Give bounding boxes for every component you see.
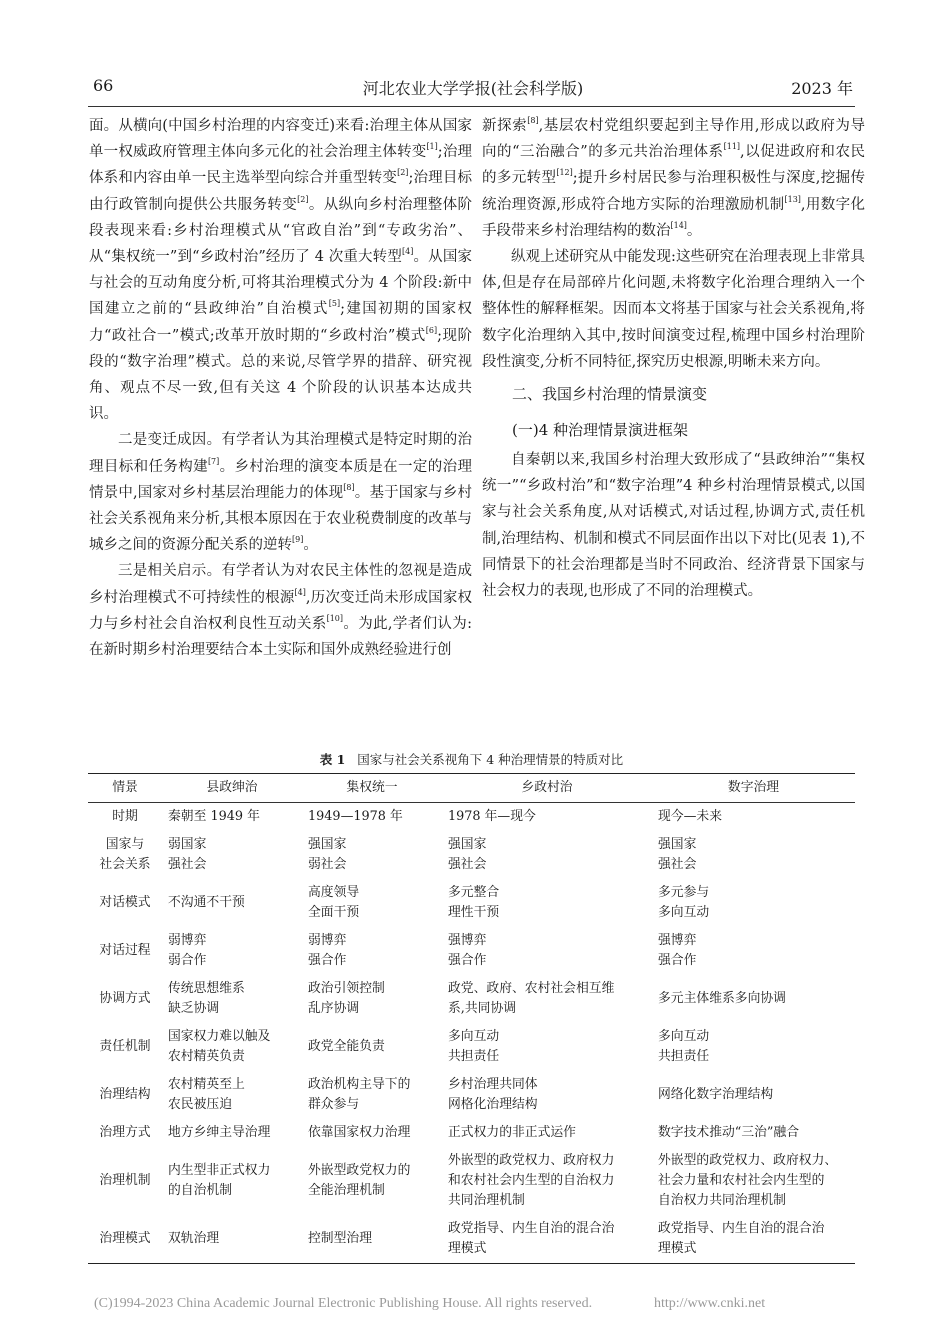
publication-year: 2023 年 (791, 79, 853, 98)
footer-url[interactable]: http://www.cnki.net (654, 1296, 766, 1311)
left-column (89, 113, 472, 663)
comparison-table (88, 773, 855, 1264)
table-row (88, 927, 855, 975)
row-header-cell: 责任机制 (99, 1039, 151, 1054)
table-row (88, 1071, 855, 1119)
table-title: 国家与社会关系视角下 4 种治理情景的特质对比 (357, 752, 624, 767)
paragraph: 三是相关启示。有学者认为对农民主体性的忽视是造成乡村治理模式不可持续性的根源[4],历次变迁尚未形成国家权力与乡村社会自治权利良性互动关系[10]。为此,学者们认为:在新时期乡村治理要结合本土实际和国外成熟经验进行创 (89, 563, 473, 659)
table-cell: 弱博弈 弱合作 (168, 933, 207, 968)
table-cell: 控制型治理 (302, 1215, 442, 1264)
citation[interactable]: [14] (670, 220, 687, 230)
citation[interactable]: [8] (343, 482, 355, 492)
row-header-cell: 治理机制 (99, 1173, 151, 1188)
row-header-cell: 协调方式 (99, 991, 151, 1006)
column-header: 数字治理 (652, 774, 855, 803)
row-header-cell: 国家与 社会关系 (99, 837, 151, 872)
table-cell: 政治引领控制 乱序协调 (308, 981, 385, 1016)
table-cell: 外嵌型的政党权力、政府权力、 社会力量和农村社会内生型的 自治权力共同治理机制 (658, 1153, 838, 1208)
table-cell: 农村精英至上 农民被压迫 (168, 1077, 245, 1112)
table-cell: 弱博弈 强合作 (308, 933, 347, 968)
right-column (482, 113, 865, 604)
table-cell: 双轨治理 (162, 1215, 302, 1264)
table-cell: 内生型非正式权力 的自治机制 (168, 1163, 271, 1198)
table-cell: 1978 年—现今 (448, 809, 536, 824)
subsection-heading: (一)4 种治理情景演进框架 (512, 421, 689, 440)
journal-title: 河北农业大学学报(社会科学版) (362, 79, 584, 98)
citation[interactable]: [11] (723, 142, 741, 152)
table-cell: 强国家 强社会 (448, 837, 487, 872)
citation[interactable]: [2] (297, 194, 309, 204)
table-header-row (88, 774, 855, 803)
citation[interactable]: [12] (556, 168, 573, 178)
row-header-cell: 治理结构 (99, 1087, 151, 1102)
table-cell: 多元参与 多向互动 (658, 885, 710, 920)
table-row (88, 803, 855, 832)
paragraph: 自秦朝以来,我国乡村治理大致形成了“县政绅治”“集权统一”“乡政村治”和“数字治理”4 种乡村治理情景模式,以国家与社会关系角度,从对话模式,对话过程,协调方式,责任机制,治理结构、机制和模式不同层面作出以下对比(见表 1),不同情景下的社会治理都是当时不同政治、经济背景下国家与社会权力的表现,也形成了不同的治理模式。 (482, 452, 865, 600)
row-header-cell: 对话模式 (99, 895, 151, 910)
table-cell: 强国家 弱社会 (308, 837, 347, 872)
running-header (93, 76, 853, 102)
section-heading: 二、我国乡村治理的情景演变 (512, 385, 708, 404)
table-row (88, 831, 855, 879)
citation[interactable]: [5] (328, 299, 341, 309)
table-cell: 秦朝至 1949 年 (168, 809, 260, 824)
table-cell: 强博弈 强合作 (658, 933, 697, 968)
citation[interactable]: [6] (425, 325, 438, 335)
citation[interactable]: [1] (426, 142, 438, 152)
citation[interactable]: [2] (397, 168, 409, 178)
table-cell: 强国家 强社会 (658, 837, 697, 872)
table-cell: 1949—1978 年 (308, 809, 403, 824)
row-header-cell: 治理模式 (88, 1215, 162, 1264)
column-header: 情景 (88, 774, 162, 803)
table-cell: 多向互动 共担责任 (658, 1029, 710, 1064)
paragraph: 二是变迁成因。有学者认为其治理模式是特定时期的治理目标和任务构建[7]。乡村治理的演变本质是在一定的治理情景中,国家对乡村基层治理能力的体现[8]。基于国家与乡村社会关系视角来分析,其根本原因在于农业税费制度的改革与城乡之间的资源分配关系的逆转[9]。 (89, 432, 473, 554)
table-body (88, 803, 855, 1264)
citation[interactable]: [7] (207, 456, 220, 466)
row-header-cell: 时期 (112, 809, 138, 824)
table-cell: 不沟通不干预 (168, 895, 245, 910)
table-cell: 外嵌型的政党权力、政府权力 和农村社会内生型的自治权力 共同治理机制 (448, 1153, 615, 1208)
table-cell: 高度领导 全面干预 (308, 885, 360, 920)
column-header: 乡政村治 (442, 774, 652, 803)
table-cell: 国家权力难以触及 农村精英负责 (168, 1029, 271, 1064)
table-caption (88, 750, 855, 768)
table-cell: 正式权力的非正式运作 (448, 1125, 576, 1140)
table-cell: 乡村治理共同体 网格化治理结构 (448, 1077, 538, 1112)
footer (94, 1296, 766, 1312)
page-number: 66 (93, 76, 114, 95)
column-header: 集权统一 (302, 774, 442, 803)
copyright-notice: (C)1994-2023 China Academic Journal Electronic Publishing House. All rights reserved. (94, 1296, 593, 1311)
table-label: 表 1 (319, 752, 346, 767)
paragraph: 新探索[8],基层农村党组织要起到主导作用,形成以政府为导向的“三治融合”的多元共治治理体系[11],以促进政府和农民的多元转型[12];提升乡村居民参与治理积极性与深度,挖掘传统治理资源,形成符合地方实际的治理激励机制[13],用数字化手段带来乡村治理结构的数治[14]。 (482, 116, 866, 239)
citation[interactable]: [4] (294, 587, 306, 597)
citation[interactable]: [9] (292, 535, 304, 545)
citation[interactable]: [8] (527, 116, 539, 125)
table-row (88, 1119, 855, 1147)
column-header: 县政绅治 (162, 774, 302, 803)
table-row (88, 879, 855, 927)
citation[interactable]: [13] (784, 194, 801, 204)
table-cell: 外嵌型政党权力的 全能治理机制 (308, 1163, 411, 1198)
table-cell: 依靠国家权力治理 (308, 1125, 411, 1140)
row-header-cell: 对话过程 (99, 943, 151, 958)
citation[interactable]: [10] (326, 613, 344, 623)
table-cell: 多向互动 共担责任 (448, 1029, 500, 1064)
table-cell: 弱国家 强社会 (168, 837, 207, 872)
table-cell: 强博弈 强合作 (448, 933, 487, 968)
table-cell: 政治机构主导下的 群众参与 (308, 1077, 411, 1112)
table-row (88, 1147, 855, 1215)
table-cell: 政党指导、内生自治的混合治 理模式 (652, 1215, 855, 1264)
paragraph: 纵观上述研究从中能发现:这些研究在治理表现上非常具体,但是存在局部碎片化问题,未将数字化治理合理纳入一个整体性的解释框架。因而本文将基于国家与社会关系视角,将数字化治理纳入其中,按时间演变过程,梳理中国乡村治理阶段性演变,分析不同特征,探究历史根源,明晰未来方向。 (482, 249, 865, 370)
header-rule (88, 106, 855, 107)
table-cell: 政党、政府、农村社会相互维 系,共同协调 (448, 981, 615, 1016)
table-row (88, 975, 855, 1023)
table-cell: 政党全能负责 (308, 1039, 385, 1054)
table-row (88, 1023, 855, 1071)
table-cell: 政党指导、内生自治的混合治 理模式 (442, 1215, 652, 1264)
paragraph: 面。从横向(中国乡村治理的内容变迁)来看:治理主体从国家单一权威政府管理主体向多元化的社会治理主体转变[1];治理体系和内容由单一民主选举型向综合并重型转变[2];治理目标由行政管制向提供公共服务转变[2]。从纵向乡村治理整体阶段表现来看:乡村治理模式从“官政自治”到“专政劣治”、从“集权统一”到“乡政村治”经历了 4 次重大转型[4]。从国家与社会的互动角度分析,可将其治理模式分为 4 个阶段:新中国建立之前的“县政绅治”自治模式[5];建国初期的国家权力“政社合一”模式;改革开放时期的“乡政村治”模式[6];现阶段的“数字治理”模式。总的来说,尽管学界的措辞、研究视角、观点不尽一致,但有关这 4 个阶段的认识基本达成共识。 (89, 118, 473, 423)
table-cell: 网络化数字治理结构 (658, 1087, 774, 1102)
table-cell: 多元整合 理性干预 (448, 885, 500, 920)
table-cell: 现今—未来 (658, 809, 722, 824)
table-cell: 传统思想维系 缺乏协调 (168, 981, 245, 1016)
table-cell: 多元主体维系多向协调 (658, 991, 786, 1006)
citation[interactable]: [4] (402, 247, 414, 257)
table-cell: 数字技术推动“三治”融合 (658, 1125, 800, 1140)
table-cell: 地方乡绅主导治理 (168, 1125, 271, 1140)
table-row (88, 1215, 855, 1264)
row-header-cell: 治理方式 (99, 1125, 151, 1140)
